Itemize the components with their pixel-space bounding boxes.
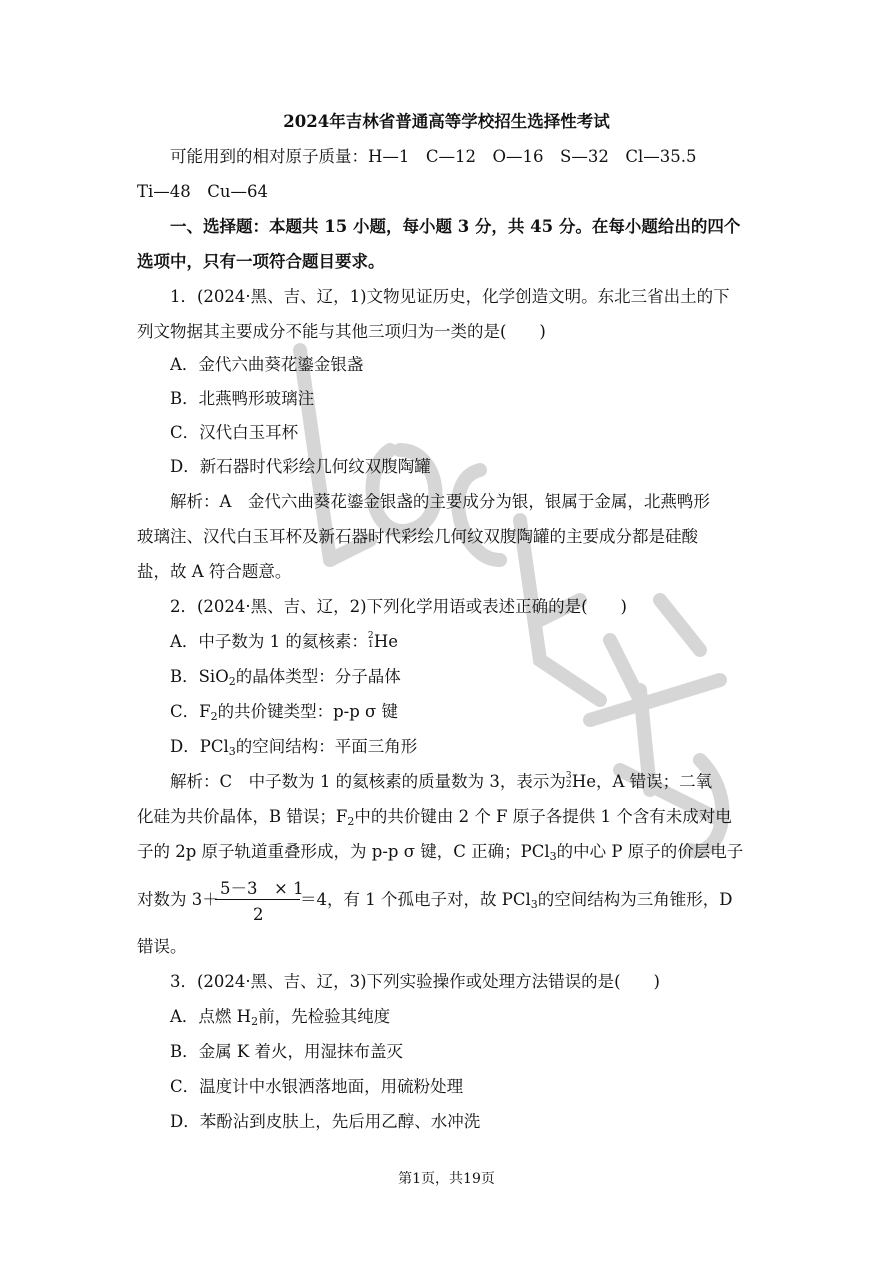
q2-b-post: 的晶体类型：分子晶体: [235, 667, 401, 686]
exam-title: 2024年吉林省普通高等学校招生选择性考试: [283, 112, 610, 131]
q2-answer-3: [137, 841, 762, 863]
q2-ans4-post: 的空间结构为三角锥形，D: [537, 890, 733, 909]
q2-isotope-notation: [368, 632, 374, 650]
q2-option-c: [170, 701, 795, 723]
q1-answer-2: 玻璃注、汉代白玉耳杯及新石器时代彩绘几何纹双腹陶罐的主要成分都是硅酸: [137, 527, 698, 546]
q3-option-a: [170, 1006, 795, 1028]
fraction-denominator: 2: [253, 905, 264, 924]
q3-option-d: D．苯酚沾到皮肤上，先后用乙醇、水冲洗: [170, 1112, 481, 1131]
q2-answer-1: [170, 771, 795, 793]
q2-isotope-symbol: He: [373, 632, 399, 651]
q1-answer-3: 盐，故 A 符合题意。: [137, 562, 292, 581]
q3-stem: 3．(2024·黑、吉、辽，3)下列实验操作或处理方法错误的是( ): [170, 972, 660, 991]
q2-ans-isotope: [566, 772, 572, 790]
q1-option-d: D．新石器时代彩绘几何纹双腹陶罐: [170, 457, 431, 476]
q2-answer-4-pre: 对数为 3＋: [137, 890, 219, 909]
q2-ans3-pre: 子的 2p 原子轨道重叠形成，为 p-p σ 键，C 正确；PCl: [137, 842, 550, 861]
q2-ans3-sub: 3: [549, 850, 557, 863]
q2-ans4-sub: 3: [530, 898, 538, 911]
section-heading-2: 选项中，只有一项符合题目要求。: [137, 252, 385, 271]
q1-stem-1: 1．(2024·黑、吉、辽，1)文物见证历史，化学创造文明。东北三省出土的下: [170, 287, 730, 306]
q2-isotope-z: 1: [367, 640, 374, 650]
q2-d-sub: 3: [228, 745, 236, 758]
q2-ans-isotope-mass: 3: [565, 771, 572, 781]
q1-answer-1: 解析：A 金代六曲葵花鎏金银盏的主要成分为银，银属于金属，北燕鸭形: [170, 492, 710, 511]
q2-answer-5: 错误。: [137, 937, 187, 956]
q2-option-a: [170, 631, 795, 653]
q3-option-c: C．温度计中水银洒落地面，用硫粉处理: [170, 1077, 464, 1096]
q1-option-a: A．金代六曲葵花鎏金银盏: [170, 355, 364, 374]
q2-c-post: 的共价键类型：p-p σ 键: [217, 702, 399, 721]
q2-c-sub: 2: [210, 710, 218, 723]
q2-ans2-post: 中的共价键由 2 个 F 原子各提供 1 个含有未成对电: [354, 807, 732, 826]
q2-ans1-pre: 解析：C 中子数为 1 的氦核素的质量数为 3，表示为: [170, 772, 566, 791]
q2-isotope-mass: 2: [367, 631, 374, 641]
section-heading-1: 一、选择题：本题共 15 小题，每小题 3 分，共 45 分。在每小题给出的四个: [170, 217, 741, 236]
q2-ans-isotope-z: 2: [565, 780, 572, 790]
q2-ans2-sub: 2: [347, 815, 355, 828]
q2-b-sub: 2: [228, 675, 236, 688]
q3-a-post: 前，先检验其纯度: [258, 1007, 391, 1026]
q3-a-pre: A．点燃 H: [170, 1007, 252, 1026]
q2-option-a-text: A．中子数为 1 的氦核素：: [170, 632, 368, 651]
q2-ans1-post: He，A 错误；二氧: [571, 772, 713, 791]
q2-option-b: [170, 666, 795, 688]
page-footer: 第1页，共19页: [398, 1171, 495, 1187]
q2-d-post: 的空间结构：平面三角形: [235, 737, 418, 756]
fraction-numerator: 5－3 × 1: [220, 879, 304, 898]
q1-option-c: C．汉代白玉耳杯: [170, 423, 299, 442]
q2-option-d: [170, 736, 795, 758]
q2-ans2-pre: 化硅为共价晶体，B 错误；F: [137, 807, 348, 826]
q1-option-b: B．北燕鸭形玻璃注: [170, 389, 315, 408]
q2-stem: 2．(2024·黑、吉、辽，2)下列化学用语或表述正确的是( ): [170, 597, 627, 616]
atomic-masses-line-2: Ti—48 Cu—64: [137, 182, 269, 201]
fraction-bar: [215, 899, 300, 900]
q2-ans4-mid: ＝4，有 1 个孤电子对，故 PCl: [300, 890, 531, 909]
q2-ans3-post: 的中心 P 原子的价层电子: [556, 842, 744, 861]
q2-c-pre: C．F: [170, 702, 211, 721]
q2-answer-4-post: [300, 889, 760, 911]
q2-answer-2: [137, 806, 762, 828]
q3-option-b: B．金属 K 着火，用湿抹布盖灭: [170, 1042, 403, 1061]
q3-a-sub: 2: [251, 1015, 259, 1028]
q2-b-pre: B．SiO: [170, 667, 229, 686]
q2-d-pre: D．PCl: [170, 737, 229, 756]
atomic-masses-line-1: 可能用到的相对原子质量：H—1 C—12 O—16 S—32 Cl—35.5: [170, 147, 697, 166]
q1-stem-2: 列文物据其主要成分不能与其他三项归为一类的是( ): [137, 322, 546, 341]
